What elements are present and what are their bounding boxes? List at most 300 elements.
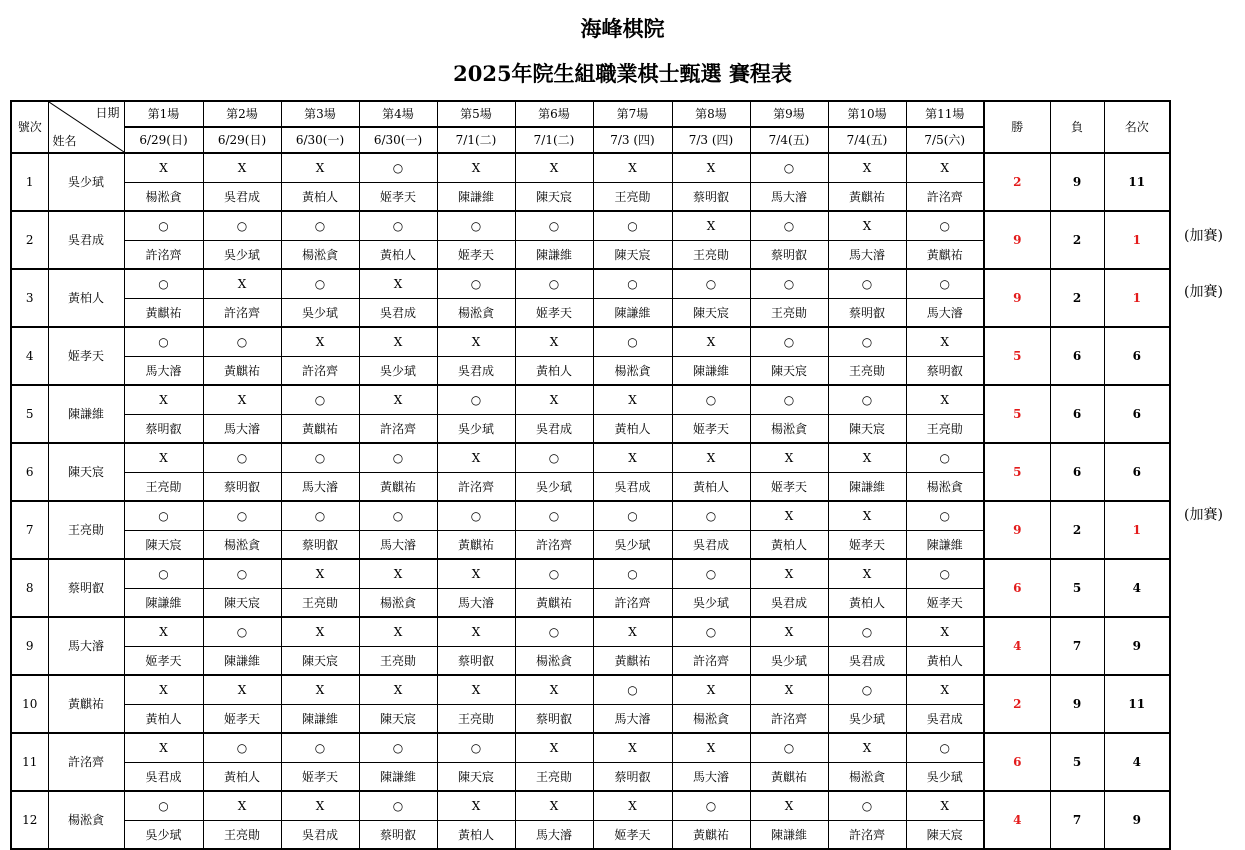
game-result: ○ bbox=[750, 385, 828, 415]
round-date: 7/5(六) bbox=[906, 127, 984, 153]
round-date: 6/30(一) bbox=[359, 127, 437, 153]
game-result: X bbox=[672, 443, 750, 473]
round-label: 第10場 bbox=[828, 101, 906, 127]
opponent-name: 吳君成 bbox=[906, 705, 984, 734]
opponent-name: 王亮勛 bbox=[593, 183, 672, 212]
opponent-name: 王亮勛 bbox=[828, 357, 906, 386]
header-losses: 負 bbox=[1050, 101, 1104, 153]
player-row bbox=[11, 443, 1170, 473]
opponent-name: 吳君成 bbox=[593, 473, 672, 502]
opponent-name: 陳謙維 bbox=[359, 763, 437, 792]
game-result: ○ bbox=[203, 443, 281, 473]
rank-value: 1 bbox=[1104, 501, 1170, 559]
game-result: ○ bbox=[828, 269, 906, 299]
opponent-name: 吳少珷 bbox=[593, 531, 672, 560]
opponent-name: 吳君成 bbox=[124, 763, 203, 792]
game-result: ○ bbox=[828, 327, 906, 357]
game-result: ○ bbox=[124, 501, 203, 531]
opponent-name: 蔡明叡 bbox=[281, 531, 359, 560]
opponent-name: 黃柏人 bbox=[124, 705, 203, 734]
club-title: 海峰棋院 bbox=[580, 16, 665, 41]
player-no: 3 bbox=[11, 269, 48, 327]
game-result: ○ bbox=[593, 211, 672, 241]
opponent-name: 姬孝天 bbox=[672, 415, 750, 444]
opponent-name: 馬大濬 bbox=[828, 241, 906, 270]
opponent-name: 陳謙維 bbox=[593, 299, 672, 328]
round-date: 7/4(五) bbox=[828, 127, 906, 153]
player-no: 1 bbox=[11, 153, 48, 211]
opponent-name: 姬孝天 bbox=[750, 473, 828, 502]
player-no: 9 bbox=[11, 617, 48, 675]
game-result: ○ bbox=[750, 733, 828, 763]
game-result: X bbox=[906, 153, 984, 183]
game-result: X bbox=[437, 327, 515, 357]
opponent-name: 陳謙維 bbox=[750, 821, 828, 850]
game-result: ○ bbox=[672, 269, 750, 299]
opponent-name: 許洺齊 bbox=[750, 705, 828, 734]
opponent-name: 馬大濬 bbox=[281, 473, 359, 502]
player-name: 黃麒祐 bbox=[48, 675, 124, 733]
opponent-name: 黃柏人 bbox=[437, 821, 515, 850]
game-result: X bbox=[593, 791, 672, 821]
opponent-name: 許洺齊 bbox=[359, 415, 437, 444]
opponent-name: 黃柏人 bbox=[203, 763, 281, 792]
opponent-name: 王亮勛 bbox=[203, 821, 281, 850]
player-row bbox=[11, 153, 1170, 183]
page-title: 2025年院生組職業棋士甄選 賽程表 bbox=[453, 61, 792, 86]
opponent-name: 黃麒祐 bbox=[203, 357, 281, 386]
opponent-name: 黃柏人 bbox=[906, 647, 984, 676]
opponent-name: 王亮勛 bbox=[437, 705, 515, 734]
game-result: ○ bbox=[593, 269, 672, 299]
opponent-name: 馬大濬 bbox=[515, 821, 593, 850]
game-result: X bbox=[828, 211, 906, 241]
opponent-name: 王亮勛 bbox=[359, 647, 437, 676]
round-label: 第3場 bbox=[281, 101, 359, 127]
losses-count: 9 bbox=[1050, 675, 1104, 733]
game-result: X bbox=[593, 443, 672, 473]
player-row bbox=[11, 269, 1170, 299]
game-result: X bbox=[359, 675, 437, 705]
game-result: X bbox=[515, 385, 593, 415]
game-result: X bbox=[672, 153, 750, 183]
game-result: ○ bbox=[359, 791, 437, 821]
opponent-name: 陳天宸 bbox=[437, 763, 515, 792]
wins-count: 6 bbox=[984, 559, 1050, 617]
game-result: ○ bbox=[515, 443, 593, 473]
wins-count: 2 bbox=[984, 153, 1050, 211]
opponent-name: 王亮勛 bbox=[672, 241, 750, 270]
player-row bbox=[11, 385, 1170, 415]
wins-count: 9 bbox=[984, 269, 1050, 327]
game-result: X bbox=[124, 617, 203, 647]
opponent-name: 黃麒祐 bbox=[750, 763, 828, 792]
opponent-name: 王亮勛 bbox=[750, 299, 828, 328]
wins-count: 5 bbox=[984, 385, 1050, 443]
opponent-name: 姬孝天 bbox=[906, 589, 984, 618]
opponent-name: 許洺齊 bbox=[515, 531, 593, 560]
player-name: 陳天宸 bbox=[48, 443, 124, 501]
rank-value: 9 bbox=[1104, 791, 1170, 849]
player-no: 10 bbox=[11, 675, 48, 733]
opponent-name: 陳謙維 bbox=[203, 647, 281, 676]
game-result: ○ bbox=[124, 269, 203, 299]
game-result: ○ bbox=[281, 385, 359, 415]
game-result: X bbox=[281, 327, 359, 357]
header-date-label: 日期 bbox=[95, 106, 120, 120]
game-result: ○ bbox=[437, 501, 515, 531]
wins-count: 9 bbox=[984, 501, 1050, 559]
round-label: 第11場 bbox=[906, 101, 984, 127]
game-result: ○ bbox=[906, 501, 984, 531]
player-no: 5 bbox=[11, 385, 48, 443]
opponent-name: 吳少珷 bbox=[672, 589, 750, 618]
round-label: 第6場 bbox=[515, 101, 593, 127]
game-result: X bbox=[124, 443, 203, 473]
losses-count: 6 bbox=[1050, 327, 1104, 385]
opponent-name: 蔡明叡 bbox=[437, 647, 515, 676]
opponent-name: 姬孝天 bbox=[828, 531, 906, 560]
rank-value: 1 bbox=[1104, 211, 1170, 269]
opponent-name: 楊淞貪 bbox=[750, 415, 828, 444]
opponent-name: 王亮勛 bbox=[515, 763, 593, 792]
opponent-name: 楊淞貪 bbox=[281, 241, 359, 270]
game-result: ○ bbox=[672, 385, 750, 415]
opponent-name: 許洺齊 bbox=[124, 241, 203, 270]
game-result: ○ bbox=[593, 327, 672, 357]
game-result: X bbox=[203, 153, 281, 183]
player-name: 陳謙維 bbox=[48, 385, 124, 443]
header-wins: 勝 bbox=[984, 101, 1050, 153]
game-result: ○ bbox=[750, 327, 828, 357]
player-no: 12 bbox=[11, 791, 48, 849]
game-result: ○ bbox=[124, 559, 203, 589]
opponent-name: 吳少珷 bbox=[437, 415, 515, 444]
opponent-name: 吳少珷 bbox=[359, 357, 437, 386]
game-result: X bbox=[828, 153, 906, 183]
game-result: ○ bbox=[281, 501, 359, 531]
opponent-name: 陳謙維 bbox=[437, 183, 515, 212]
round-label: 第8場 bbox=[672, 101, 750, 127]
opponent-name: 王亮勛 bbox=[281, 589, 359, 618]
opponent-name: 黃麒祐 bbox=[124, 299, 203, 328]
game-result: ○ bbox=[593, 501, 672, 531]
opponent-name: 陳謙維 bbox=[828, 473, 906, 502]
game-result: ○ bbox=[906, 733, 984, 763]
player-no: 6 bbox=[11, 443, 48, 501]
opponent-name: 黃柏人 bbox=[750, 531, 828, 560]
game-result: ○ bbox=[281, 733, 359, 763]
game-result: X bbox=[515, 791, 593, 821]
game-result: X bbox=[672, 675, 750, 705]
losses-count: 7 bbox=[1050, 617, 1104, 675]
game-result: X bbox=[828, 559, 906, 589]
wins-count: 6 bbox=[984, 733, 1050, 791]
playoff-note: (加賽) bbox=[1184, 283, 1223, 300]
opponent-name: 吳君成 bbox=[828, 647, 906, 676]
opponent-name: 吳君成 bbox=[359, 299, 437, 328]
losses-count: 6 bbox=[1050, 385, 1104, 443]
game-result: ○ bbox=[359, 153, 437, 183]
opponent-name: 吳君成 bbox=[750, 589, 828, 618]
game-result: ○ bbox=[124, 211, 203, 241]
wins-count: 4 bbox=[984, 617, 1050, 675]
losses-count: 9 bbox=[1050, 153, 1104, 211]
game-result: ○ bbox=[828, 617, 906, 647]
wins-count: 2 bbox=[984, 675, 1050, 733]
player-name: 姬孝天 bbox=[48, 327, 124, 385]
round-date: 6/29(日) bbox=[203, 127, 281, 153]
game-result: X bbox=[203, 675, 281, 705]
game-result: ○ bbox=[828, 385, 906, 415]
game-result: X bbox=[281, 153, 359, 183]
game-result: ○ bbox=[203, 327, 281, 357]
player-name: 許洺齊 bbox=[48, 733, 124, 791]
opponent-name: 姬孝天 bbox=[437, 241, 515, 270]
rank-value: 6 bbox=[1104, 327, 1170, 385]
game-result: X bbox=[437, 443, 515, 473]
wins-count: 4 bbox=[984, 791, 1050, 849]
round-label: 第2場 bbox=[203, 101, 281, 127]
player-no: 4 bbox=[11, 327, 48, 385]
game-result: ○ bbox=[906, 269, 984, 299]
losses-count: 6 bbox=[1050, 443, 1104, 501]
game-result: ○ bbox=[437, 211, 515, 241]
player-name: 王亮勛 bbox=[48, 501, 124, 559]
player-name: 蔡明叡 bbox=[48, 559, 124, 617]
opponent-name: 王亮勛 bbox=[906, 415, 984, 444]
opponent-name: 馬大濬 bbox=[359, 531, 437, 560]
opponent-name: 黃麒祐 bbox=[281, 415, 359, 444]
opponent-name: 許洺齊 bbox=[672, 647, 750, 676]
game-result: X bbox=[906, 791, 984, 821]
game-result: ○ bbox=[672, 559, 750, 589]
opponent-name: 陳天宸 bbox=[359, 705, 437, 734]
game-result: X bbox=[203, 791, 281, 821]
game-result: ○ bbox=[203, 733, 281, 763]
game-result: X bbox=[203, 385, 281, 415]
wins-count: 5 bbox=[984, 327, 1050, 385]
game-result: X bbox=[124, 385, 203, 415]
round-date: 7/1(二) bbox=[437, 127, 515, 153]
game-result: X bbox=[593, 385, 672, 415]
game-result: X bbox=[750, 791, 828, 821]
opponent-name: 黃麒祐 bbox=[359, 473, 437, 502]
game-result: ○ bbox=[515, 617, 593, 647]
game-result: X bbox=[906, 617, 984, 647]
player-no: 2 bbox=[11, 211, 48, 269]
game-result: ○ bbox=[828, 791, 906, 821]
round-date: 7/3 (四) bbox=[672, 127, 750, 153]
opponent-name: 吳君成 bbox=[672, 531, 750, 560]
opponent-name: 吳君成 bbox=[203, 183, 281, 212]
opponent-name: 姬孝天 bbox=[124, 647, 203, 676]
opponent-name: 姬孝天 bbox=[593, 821, 672, 850]
game-result: X bbox=[515, 733, 593, 763]
opponent-name: 姬孝天 bbox=[359, 183, 437, 212]
game-result: X bbox=[515, 675, 593, 705]
game-result: ○ bbox=[750, 211, 828, 241]
round-label: 第7場 bbox=[593, 101, 672, 127]
rank-value: 6 bbox=[1104, 385, 1170, 443]
player-no: 7 bbox=[11, 501, 48, 559]
opponent-name: 蔡明叡 bbox=[672, 183, 750, 212]
opponent-name: 吳少珷 bbox=[750, 647, 828, 676]
player-row bbox=[11, 211, 1170, 241]
opponent-name: 吳少珷 bbox=[828, 705, 906, 734]
round-date: 6/29(日) bbox=[124, 127, 203, 153]
game-result: ○ bbox=[672, 791, 750, 821]
opponent-name: 陳天宸 bbox=[124, 531, 203, 560]
opponent-name: 蔡明叡 bbox=[828, 299, 906, 328]
game-result: ○ bbox=[672, 617, 750, 647]
opponent-name: 蔡明叡 bbox=[124, 415, 203, 444]
schedule-table bbox=[10, 100, 1171, 850]
opponent-name: 楊淞貪 bbox=[906, 473, 984, 502]
playoff-note: (加賽) bbox=[1184, 507, 1223, 524]
opponent-name: 姬孝天 bbox=[515, 299, 593, 328]
rank-value: 9 bbox=[1104, 617, 1170, 675]
opponent-name: 陳天宸 bbox=[906, 821, 984, 850]
game-result: X bbox=[828, 443, 906, 473]
opponent-name: 馬大濬 bbox=[750, 183, 828, 212]
opponent-name: 許洺齊 bbox=[906, 183, 984, 212]
player-name: 吳君成 bbox=[48, 211, 124, 269]
game-result: X bbox=[672, 211, 750, 241]
game-result: ○ bbox=[906, 559, 984, 589]
wins-count: 5 bbox=[984, 443, 1050, 501]
game-result: ○ bbox=[203, 559, 281, 589]
player-row bbox=[11, 791, 1170, 821]
game-result: X bbox=[593, 617, 672, 647]
game-result: X bbox=[437, 791, 515, 821]
game-result: X bbox=[281, 617, 359, 647]
opponent-name: 姬孝天 bbox=[203, 705, 281, 734]
game-result: X bbox=[906, 385, 984, 415]
opponent-name: 陳天宸 bbox=[672, 299, 750, 328]
game-result: ○ bbox=[359, 443, 437, 473]
game-result: X bbox=[124, 675, 203, 705]
rank-value: 6 bbox=[1104, 443, 1170, 501]
game-result: ○ bbox=[750, 269, 828, 299]
game-result: X bbox=[124, 153, 203, 183]
opponent-name: 黃柏人 bbox=[359, 241, 437, 270]
opponent-name: 許洺齊 bbox=[203, 299, 281, 328]
opponent-name: 楊淞貪 bbox=[124, 183, 203, 212]
opponent-name: 馬大濬 bbox=[593, 705, 672, 734]
game-result: X bbox=[828, 733, 906, 763]
opponent-name: 陳天宸 bbox=[203, 589, 281, 618]
playoff-note: (加賽) bbox=[1184, 227, 1223, 244]
header-rank: 名次 bbox=[1104, 101, 1170, 153]
player-row bbox=[11, 617, 1170, 647]
game-result: X bbox=[437, 675, 515, 705]
game-result: X bbox=[437, 559, 515, 589]
rank-value: 1 bbox=[1104, 269, 1170, 327]
game-result: ○ bbox=[515, 269, 593, 299]
losses-count: 2 bbox=[1050, 501, 1104, 559]
opponent-name: 許洺齊 bbox=[437, 473, 515, 502]
opponent-name: 陳謙維 bbox=[906, 531, 984, 560]
player-row bbox=[11, 327, 1170, 357]
opponent-name: 馬大濬 bbox=[672, 763, 750, 792]
opponent-name: 黃柏人 bbox=[515, 357, 593, 386]
game-result: X bbox=[281, 559, 359, 589]
game-result: ○ bbox=[281, 211, 359, 241]
game-result: ○ bbox=[203, 501, 281, 531]
player-name: 吳少珷 bbox=[48, 153, 124, 211]
game-result: X bbox=[124, 733, 203, 763]
header-no: 號次 bbox=[11, 101, 48, 153]
game-result: X bbox=[672, 327, 750, 357]
opponent-name: 楊淞貪 bbox=[437, 299, 515, 328]
player-name: 黃柏人 bbox=[48, 269, 124, 327]
opponent-name: 楊淞貪 bbox=[828, 763, 906, 792]
opponent-name: 吳少珷 bbox=[203, 241, 281, 270]
game-result: ○ bbox=[124, 791, 203, 821]
opponent-name: 蔡明叡 bbox=[906, 357, 984, 386]
game-result: X bbox=[359, 559, 437, 589]
opponent-name: 許洺齊 bbox=[281, 357, 359, 386]
game-result: X bbox=[750, 501, 828, 531]
round-date: 7/3 (四) bbox=[593, 127, 672, 153]
game-result: X bbox=[906, 327, 984, 357]
opponent-name: 許洺齊 bbox=[828, 821, 906, 850]
opponent-name: 許洺齊 bbox=[593, 589, 672, 618]
opponent-name: 馬大濬 bbox=[437, 589, 515, 618]
opponent-name: 吳少珷 bbox=[515, 473, 593, 502]
rank-value: 11 bbox=[1104, 153, 1170, 211]
player-row bbox=[11, 559, 1170, 589]
opponent-name: 陳謙維 bbox=[672, 357, 750, 386]
game-result: X bbox=[437, 617, 515, 647]
game-result: X bbox=[359, 269, 437, 299]
losses-count: 5 bbox=[1050, 733, 1104, 791]
opponent-name: 黃柏人 bbox=[828, 589, 906, 618]
game-result: X bbox=[672, 733, 750, 763]
player-row bbox=[11, 501, 1170, 531]
opponent-name: 黃麒祐 bbox=[828, 183, 906, 212]
round-label: 第4場 bbox=[359, 101, 437, 127]
round-label: 第5場 bbox=[437, 101, 515, 127]
opponent-name: 楊淞貪 bbox=[672, 705, 750, 734]
game-result: X bbox=[359, 617, 437, 647]
opponent-name: 黃柏人 bbox=[281, 183, 359, 212]
game-result: ○ bbox=[672, 501, 750, 531]
game-result: X bbox=[281, 675, 359, 705]
game-result: ○ bbox=[515, 211, 593, 241]
game-result: ○ bbox=[906, 211, 984, 241]
losses-count: 5 bbox=[1050, 559, 1104, 617]
opponent-name: 黃麒祐 bbox=[672, 821, 750, 850]
game-result: ○ bbox=[437, 385, 515, 415]
game-result: ○ bbox=[515, 501, 593, 531]
game-result: ○ bbox=[593, 559, 672, 589]
opponent-name: 吳少珷 bbox=[124, 821, 203, 850]
opponent-name: 楊淞貪 bbox=[203, 531, 281, 560]
player-no: 11 bbox=[11, 733, 48, 791]
opponent-name: 吳君成 bbox=[281, 821, 359, 850]
losses-count: 7 bbox=[1050, 791, 1104, 849]
round-date: 7/4(五) bbox=[750, 127, 828, 153]
game-result: ○ bbox=[203, 617, 281, 647]
game-result: ○ bbox=[437, 733, 515, 763]
game-result: ○ bbox=[359, 501, 437, 531]
game-result: X bbox=[515, 153, 593, 183]
opponent-name: 黃麒祐 bbox=[593, 647, 672, 676]
player-row bbox=[11, 733, 1170, 763]
round-label: 第9場 bbox=[750, 101, 828, 127]
